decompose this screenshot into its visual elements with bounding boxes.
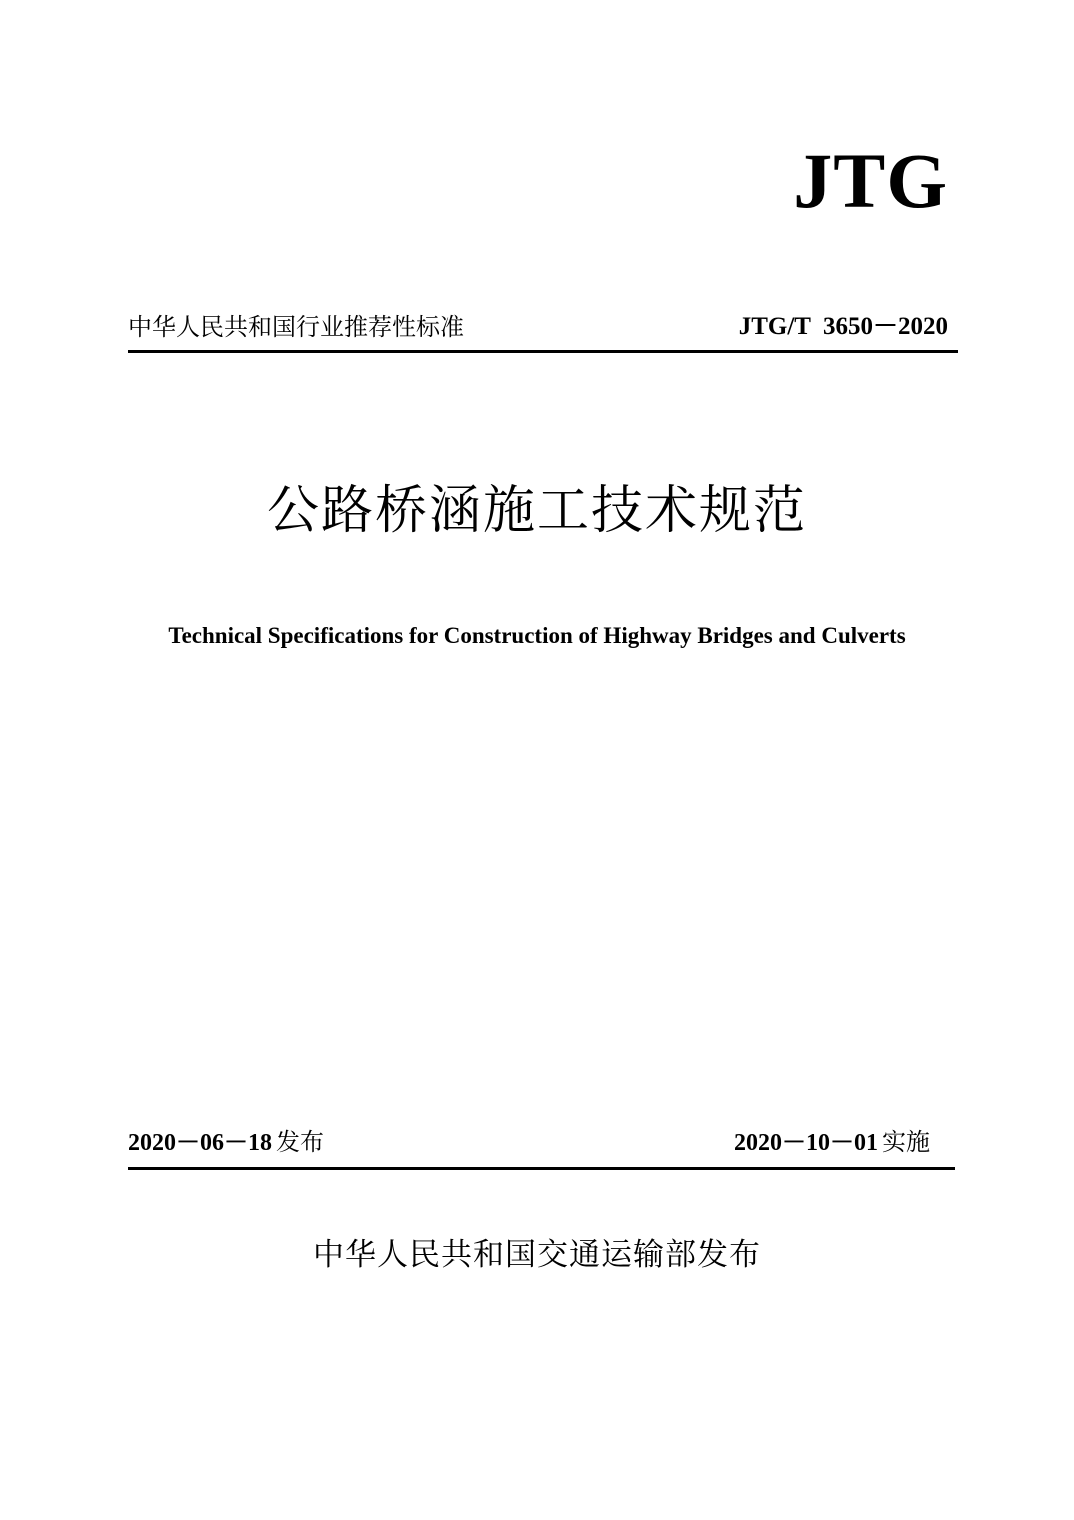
issue-date: 2020－06－18 xyxy=(128,1130,272,1156)
document-title-english: Technical Specifications for Construction of Highway Bridges and Culverts xyxy=(168,623,906,648)
document-title-chinese: 公路桥涵施工技术规范 xyxy=(266,481,807,541)
issue-date-block xyxy=(128,1124,324,1161)
standard-header-row xyxy=(128,310,958,344)
effective-label: 实施 xyxy=(882,1128,930,1156)
jtg-logo: JTG xyxy=(793,137,948,224)
issue-label: 发布 xyxy=(276,1128,324,1156)
effective-date: 2020－10－01 xyxy=(734,1130,878,1156)
standard-code: JTG/T 3650－2020 xyxy=(738,313,948,340)
bottom-divider xyxy=(128,1167,955,1170)
effective-date-block xyxy=(734,1124,930,1161)
standard-category: 中华人民共和国行业推荐性标准 xyxy=(128,313,464,341)
dates-row xyxy=(128,1124,958,1160)
publisher: 中华人民共和国交通运输部发布 xyxy=(313,1237,761,1273)
top-divider xyxy=(128,350,958,353)
